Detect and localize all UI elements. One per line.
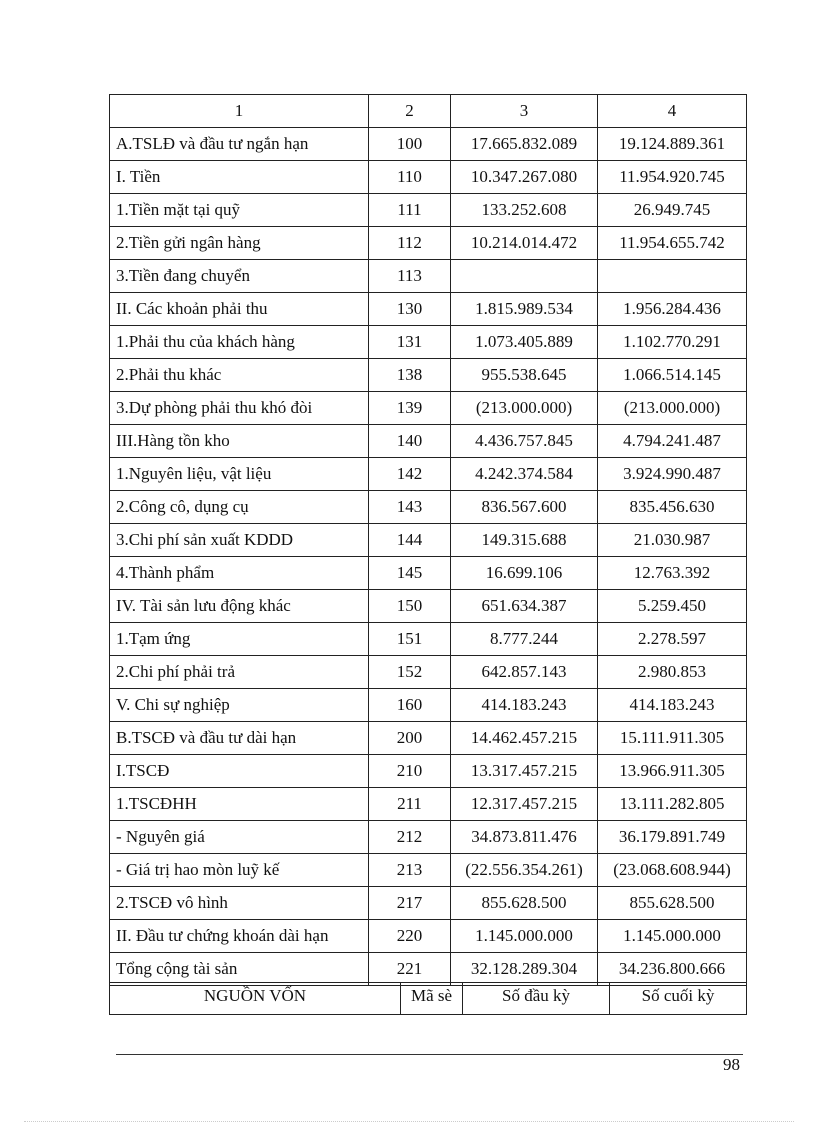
- item-label: 1.Phải thu của khách hàng: [110, 326, 369, 359]
- closing-balance: (23.068.608.944): [598, 854, 747, 887]
- item-label: A.TSLĐ và đầu tư ngắn hạn: [110, 128, 369, 161]
- item-code: 111: [369, 194, 451, 227]
- closing-balance: 414.183.243: [598, 689, 747, 722]
- item-code: 142: [369, 458, 451, 491]
- item-label: 4.Thành phẩm: [110, 557, 369, 590]
- opening-balance: 1.815.989.534: [451, 293, 598, 326]
- item-code: 150: [369, 590, 451, 623]
- opening-balance: 855.628.500: [451, 887, 598, 920]
- opening-balance: 17.665.832.089: [451, 128, 598, 161]
- closing-balance: 2.278.597: [598, 623, 747, 656]
- table-row: [110, 590, 747, 623]
- closing-balance: 1.066.514.145: [598, 359, 747, 392]
- item-label: - Nguyên giá: [110, 821, 369, 854]
- table-row: [110, 194, 747, 227]
- closing-balance: 1.145.000.000: [598, 920, 747, 953]
- closing-balance: 34.236.800.666: [598, 953, 747, 986]
- item-label: V. Chi sự nghiệp: [110, 689, 369, 722]
- opening-balance: 8.777.244: [451, 623, 598, 656]
- item-code: 145: [369, 557, 451, 590]
- closing-balance: 2.980.853: [598, 656, 747, 689]
- column-number: 1: [110, 95, 369, 128]
- item-label: 3.Tiền đang chuyển: [110, 260, 369, 293]
- table-row: [110, 524, 747, 557]
- opening-balance: 16.699.106: [451, 557, 598, 590]
- item-label: 2.Phải thu khác: [110, 359, 369, 392]
- table-row: [110, 392, 747, 425]
- item-code: 131: [369, 326, 451, 359]
- item-label: I. Tiền: [110, 161, 369, 194]
- table-row: [110, 128, 747, 161]
- item-code: 211: [369, 788, 451, 821]
- opening-balance: 1.145.000.000: [451, 920, 598, 953]
- closing-balance: 1.102.770.291: [598, 326, 747, 359]
- balance-sheet-table: [109, 94, 747, 986]
- item-code: 221: [369, 953, 451, 986]
- closing-balance: 5.259.450: [598, 590, 747, 623]
- item-code: 144: [369, 524, 451, 557]
- opening-balance: 10.214.014.472: [451, 227, 598, 260]
- opening-balance: 13.317.457.215: [451, 755, 598, 788]
- item-code: 151: [369, 623, 451, 656]
- opening-balance: 133.252.608: [451, 194, 598, 227]
- table-row: [110, 887, 747, 920]
- closing-balance: [598, 260, 747, 293]
- table-row: [110, 458, 747, 491]
- item-label: 2.Công cô, dụng cụ: [110, 491, 369, 524]
- closing-balance: 11.954.920.745: [598, 161, 747, 194]
- opening-balance: 149.315.688: [451, 524, 598, 557]
- table-row: [110, 359, 747, 392]
- item-code: 220: [369, 920, 451, 953]
- item-code: 112: [369, 227, 451, 260]
- table-row: [110, 689, 747, 722]
- table-row: [110, 293, 747, 326]
- item-code: 210: [369, 755, 451, 788]
- closing-balance: 3.924.990.487: [598, 458, 747, 491]
- item-label: II. Các khoản phải thu: [110, 293, 369, 326]
- table-row: [110, 920, 747, 953]
- table-row: [110, 755, 747, 788]
- item-label: II. Đầu tư chứng khoán dài hạn: [110, 920, 369, 953]
- column-number: 4: [598, 95, 747, 128]
- opening-balance: 4.242.374.584: [451, 458, 598, 491]
- table-row: [110, 722, 747, 755]
- table-row: [110, 425, 747, 458]
- table-row: [110, 623, 747, 656]
- opening-balance: 651.634.387: [451, 590, 598, 623]
- opening-balance: 34.873.811.476: [451, 821, 598, 854]
- closing-balance: 19.124.889.361: [598, 128, 747, 161]
- item-label: 1.Tiền mặt tại quỹ: [110, 194, 369, 227]
- column-number-row: [110, 95, 747, 128]
- table-row: [110, 788, 747, 821]
- opening-balance: 10.347.267.080: [451, 161, 598, 194]
- item-code: 140: [369, 425, 451, 458]
- item-code: 113: [369, 260, 451, 293]
- code-header: Mã sè: [401, 983, 463, 1015]
- item-code: 138: [369, 359, 451, 392]
- item-label: I.TSCĐ: [110, 755, 369, 788]
- closing-balance: 36.179.891.749: [598, 821, 747, 854]
- item-label: IV. Tài sản lưu động khác: [110, 590, 369, 623]
- capital-source-label: NGUỒN VỐN: [110, 983, 401, 1015]
- opening-balance: [451, 260, 598, 293]
- item-code: 217: [369, 887, 451, 920]
- table-row: [110, 326, 747, 359]
- item-label: 1.Nguyên liệu, vật liệu: [110, 458, 369, 491]
- opening-balance: 32.128.289.304: [451, 953, 598, 986]
- page-edge-divider: [24, 1121, 794, 1122]
- capital-source-header-table: [109, 982, 747, 1015]
- item-code: 213: [369, 854, 451, 887]
- item-label: B.TSCĐ và đầu tư dài hạn: [110, 722, 369, 755]
- table-row: [110, 557, 747, 590]
- item-code: 212: [369, 821, 451, 854]
- item-label: Tổng cộng tài sản: [110, 953, 369, 986]
- opening-balance: 836.567.600: [451, 491, 598, 524]
- column-number: 2: [369, 95, 451, 128]
- opening-balance: (213.000.000): [451, 392, 598, 425]
- item-code: 160: [369, 689, 451, 722]
- table-row: [110, 821, 747, 854]
- opening-balance: 12.317.457.215: [451, 788, 598, 821]
- item-code: 100: [369, 128, 451, 161]
- table-row: [110, 854, 747, 887]
- closing-balance: 855.628.500: [598, 887, 747, 920]
- table-row: [110, 227, 747, 260]
- closing-balance: 13.111.282.805: [598, 788, 747, 821]
- item-code: 143: [369, 491, 451, 524]
- item-label: 1.TSCĐHH: [110, 788, 369, 821]
- closing-balance: 26.949.745: [598, 194, 747, 227]
- closing-balance: 21.030.987: [598, 524, 747, 557]
- closing-balance: 835.456.630: [598, 491, 747, 524]
- table-row: [110, 491, 747, 524]
- opening-balance: (22.556.354.261): [451, 854, 598, 887]
- item-label: 3.Dự phòng phải thu khó đòi: [110, 392, 369, 425]
- table-row: [110, 260, 747, 293]
- item-label: - Giá trị hao mòn luỹ kế: [110, 854, 369, 887]
- page-number: 98: [723, 1055, 740, 1074]
- footer-rule: [116, 1054, 743, 1055]
- column-number: 3: [451, 95, 598, 128]
- capital-source-header-row: [110, 983, 747, 1015]
- closing-balance: 4.794.241.487: [598, 425, 747, 458]
- item-label: 1.Tạm ứng: [110, 623, 369, 656]
- item-label: 2.TSCĐ vô hình: [110, 887, 369, 920]
- closing-balance: 13.966.911.305: [598, 755, 747, 788]
- opening-balance: 4.436.757.845: [451, 425, 598, 458]
- balance-sheet-body: [110, 95, 747, 986]
- table-row: [110, 953, 747, 986]
- closing-balance: 15.111.911.305: [598, 722, 747, 755]
- item-label: III.Hàng tồn kho: [110, 425, 369, 458]
- opening-balance: 642.857.143: [451, 656, 598, 689]
- opening-balance: 955.538.645: [451, 359, 598, 392]
- item-code: 130: [369, 293, 451, 326]
- opening-balance: 414.183.243: [451, 689, 598, 722]
- opening-balance: 14.462.457.215: [451, 722, 598, 755]
- closing-balance: (213.000.000): [598, 392, 747, 425]
- closing-balance: 11.954.655.742: [598, 227, 747, 260]
- table-row: [110, 161, 747, 194]
- closing-balance: 1.956.284.436: [598, 293, 747, 326]
- opening-balance: 1.073.405.889: [451, 326, 598, 359]
- item-code: 200: [369, 722, 451, 755]
- item-label: 2.Chi phí phải trả: [110, 656, 369, 689]
- item-code: 139: [369, 392, 451, 425]
- table-row: [110, 656, 747, 689]
- closing-balance-header: Số cuối kỳ: [610, 983, 747, 1015]
- item-code: 152: [369, 656, 451, 689]
- closing-balance: 12.763.392: [598, 557, 747, 590]
- opening-balance-header: Số đầu kỳ: [463, 983, 610, 1015]
- item-label: 3.Chi phí sản xuất KDDD: [110, 524, 369, 557]
- item-label: 2.Tiền gửi ngân hàng: [110, 227, 369, 260]
- item-code: 110: [369, 161, 451, 194]
